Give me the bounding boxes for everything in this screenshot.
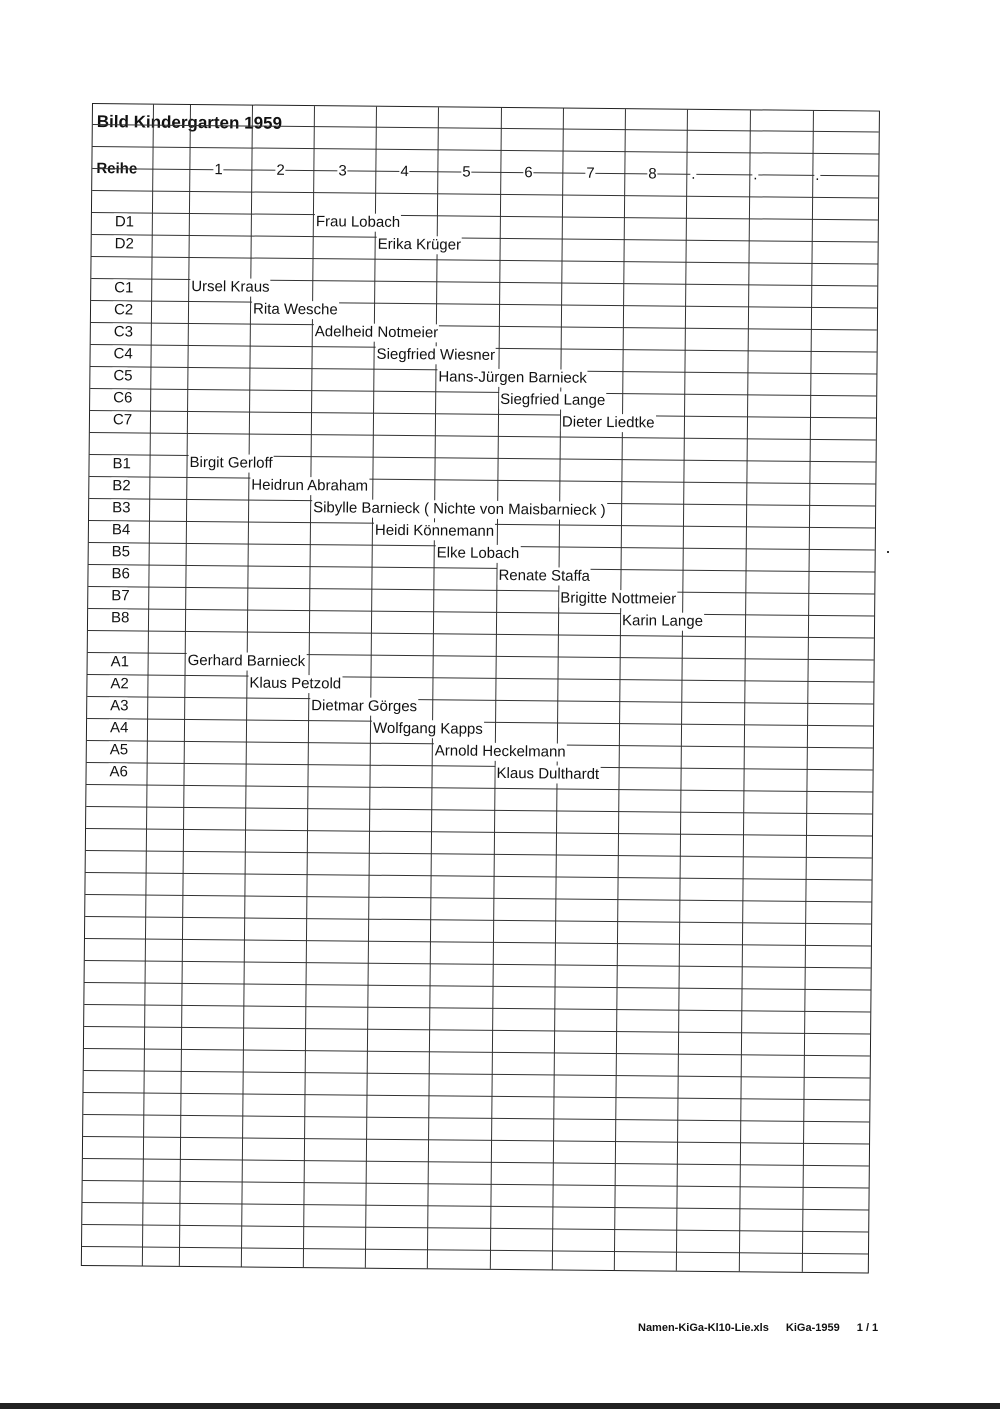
- grid-row-line: [86, 828, 872, 837]
- grid-row-line: [82, 1246, 868, 1255]
- row-label: C2: [113, 301, 134, 319]
- grid-row-line: [92, 190, 878, 199]
- row-label: C3: [113, 323, 134, 341]
- column-header-6: 6: [524, 164, 533, 182]
- grid-row-line: [84, 1048, 870, 1057]
- grid-row-line: [91, 322, 877, 331]
- row-label: B7: [111, 587, 130, 605]
- child-name: Hans-Jürgen Barnieck: [438, 368, 587, 387]
- spreadsheet-grid: [81, 103, 880, 1274]
- page-footer: [638, 1322, 892, 1334]
- column-header-5: 5: [462, 163, 471, 181]
- grid-row-line: [85, 894, 871, 903]
- child-name: Dieter Liedtke: [561, 413, 655, 432]
- grid-row-line: [87, 762, 873, 771]
- scan-speck: [887, 551, 889, 553]
- grid-row-line: [92, 256, 878, 265]
- sheet-title: Bild Kindergarten 1959: [96, 112, 283, 133]
- grid-row-line: [82, 1224, 868, 1233]
- child-name: Adelheid Notmeier: [314, 323, 439, 342]
- row-label: D1: [114, 213, 135, 231]
- grid-row-line: [85, 916, 871, 925]
- child-name: Elke Lobach: [436, 544, 520, 563]
- grid-row-line: [88, 586, 874, 595]
- column-header-8: 8: [648, 165, 657, 183]
- grid-row-line: [85, 982, 871, 991]
- grid-row-line: [90, 410, 876, 419]
- grid-row-line: [93, 146, 879, 155]
- grid-row-line: [83, 1114, 869, 1123]
- grid-row-line: [84, 1004, 870, 1013]
- row-label: B5: [111, 543, 131, 561]
- grid-row-line: [86, 806, 872, 815]
- grid-row-line: [83, 1180, 869, 1189]
- grid-row-line: [86, 872, 872, 881]
- row-label: B3: [112, 499, 131, 517]
- column-header-1: 1: [214, 161, 223, 179]
- child-name: Rita Wesche: [252, 300, 338, 319]
- row-label: A4: [109, 719, 129, 737]
- row-label: B6: [111, 565, 130, 583]
- child-name: Siegfried Lange: [500, 390, 606, 409]
- row-label: A1: [110, 653, 130, 671]
- row-label: B1: [112, 455, 131, 473]
- child-name: Renate Staffa: [498, 566, 591, 585]
- grid-row-line: [90, 388, 876, 397]
- child-name: Siegfried Wiesner: [376, 345, 496, 364]
- footer-filename: Namen-KiGa-Kl10-Lie.xls: [638, 1322, 769, 1334]
- child-name: Heidrun Abraham: [251, 476, 369, 495]
- row-label: C1: [114, 279, 134, 297]
- grid-row-line: [92, 212, 878, 221]
- column-header-10: .: [753, 166, 758, 184]
- grid-row-line: [83, 1136, 869, 1145]
- row-label: A5: [109, 741, 129, 759]
- grid-row-line: [86, 850, 872, 859]
- child-name: Birgit Gerloff: [189, 453, 273, 472]
- column-header-3: 3: [338, 162, 347, 180]
- row-label: A6: [109, 763, 129, 781]
- grid-row-line: [84, 1070, 870, 1079]
- row-label: C4: [113, 345, 133, 363]
- column-header-9: .: [691, 165, 696, 183]
- grid-row-line: [89, 476, 875, 485]
- child-name: Heidi Könnemann: [374, 521, 495, 540]
- row-label: A2: [110, 675, 129, 693]
- grid-row-line: [92, 234, 878, 243]
- child-name: Karin Lange: [621, 612, 704, 630]
- grid-row-line: [83, 1158, 869, 1167]
- footer-sheet-name: KiGa-1959: [785, 1322, 840, 1334]
- child-name: Klaus Petzold: [249, 674, 342, 693]
- grid-row-line: [84, 1026, 870, 1035]
- row-label: B8: [110, 609, 130, 627]
- row-label: C7: [112, 411, 133, 429]
- grid-row-line: [88, 608, 874, 617]
- grid-row-line: [82, 1202, 868, 1211]
- grid-row-line: [83, 1092, 869, 1101]
- grid-row-line: [85, 960, 871, 969]
- child-name: Wolfgang Kapps: [372, 719, 483, 738]
- grid-row-line: [92, 168, 878, 177]
- grid-row-line: [86, 784, 872, 793]
- footer-page-number: 1 / 1: [856, 1322, 879, 1334]
- grid-row-line: [85, 938, 871, 947]
- row-label: A3: [110, 697, 129, 715]
- column-header-2: 2: [276, 161, 285, 179]
- child-name: Klaus Dulthardt: [496, 764, 600, 783]
- child-name: Erika Krüger: [377, 235, 462, 254]
- grid-row-line: [90, 432, 876, 441]
- grid-row-line: [88, 674, 874, 683]
- row-label: C6: [113, 389, 133, 407]
- child-name: Ursel Kraus: [191, 277, 270, 296]
- header-reihe: Reihe: [96, 160, 138, 178]
- child-name: Sibylle Barnieck ( Nichte von Maisbarnieck ): [313, 499, 606, 519]
- grid-row-line: [89, 564, 875, 573]
- column-header-11: .: [815, 166, 820, 184]
- row-label: D2: [114, 235, 134, 253]
- child-name: Arnold Heckelmann: [434, 742, 566, 761]
- column-header-7: 7: [586, 164, 595, 182]
- row-label: B2: [112, 477, 131, 495]
- column-header-4: 4: [400, 162, 409, 181]
- child-name: Gerhard Barnieck: [187, 651, 306, 671]
- row-label: C5: [113, 367, 133, 385]
- grid-row-line: [91, 300, 877, 309]
- child-name: Frau Lobach: [315, 213, 401, 231]
- child-name: Dietmar Görges: [311, 697, 418, 716]
- scan-edge: [0, 1403, 1000, 1409]
- row-label: B4: [111, 521, 131, 539]
- grid-row-line: [87, 696, 873, 705]
- grid-row-line: [88, 630, 874, 639]
- child-name: Brigitte Nottmeier: [560, 589, 677, 608]
